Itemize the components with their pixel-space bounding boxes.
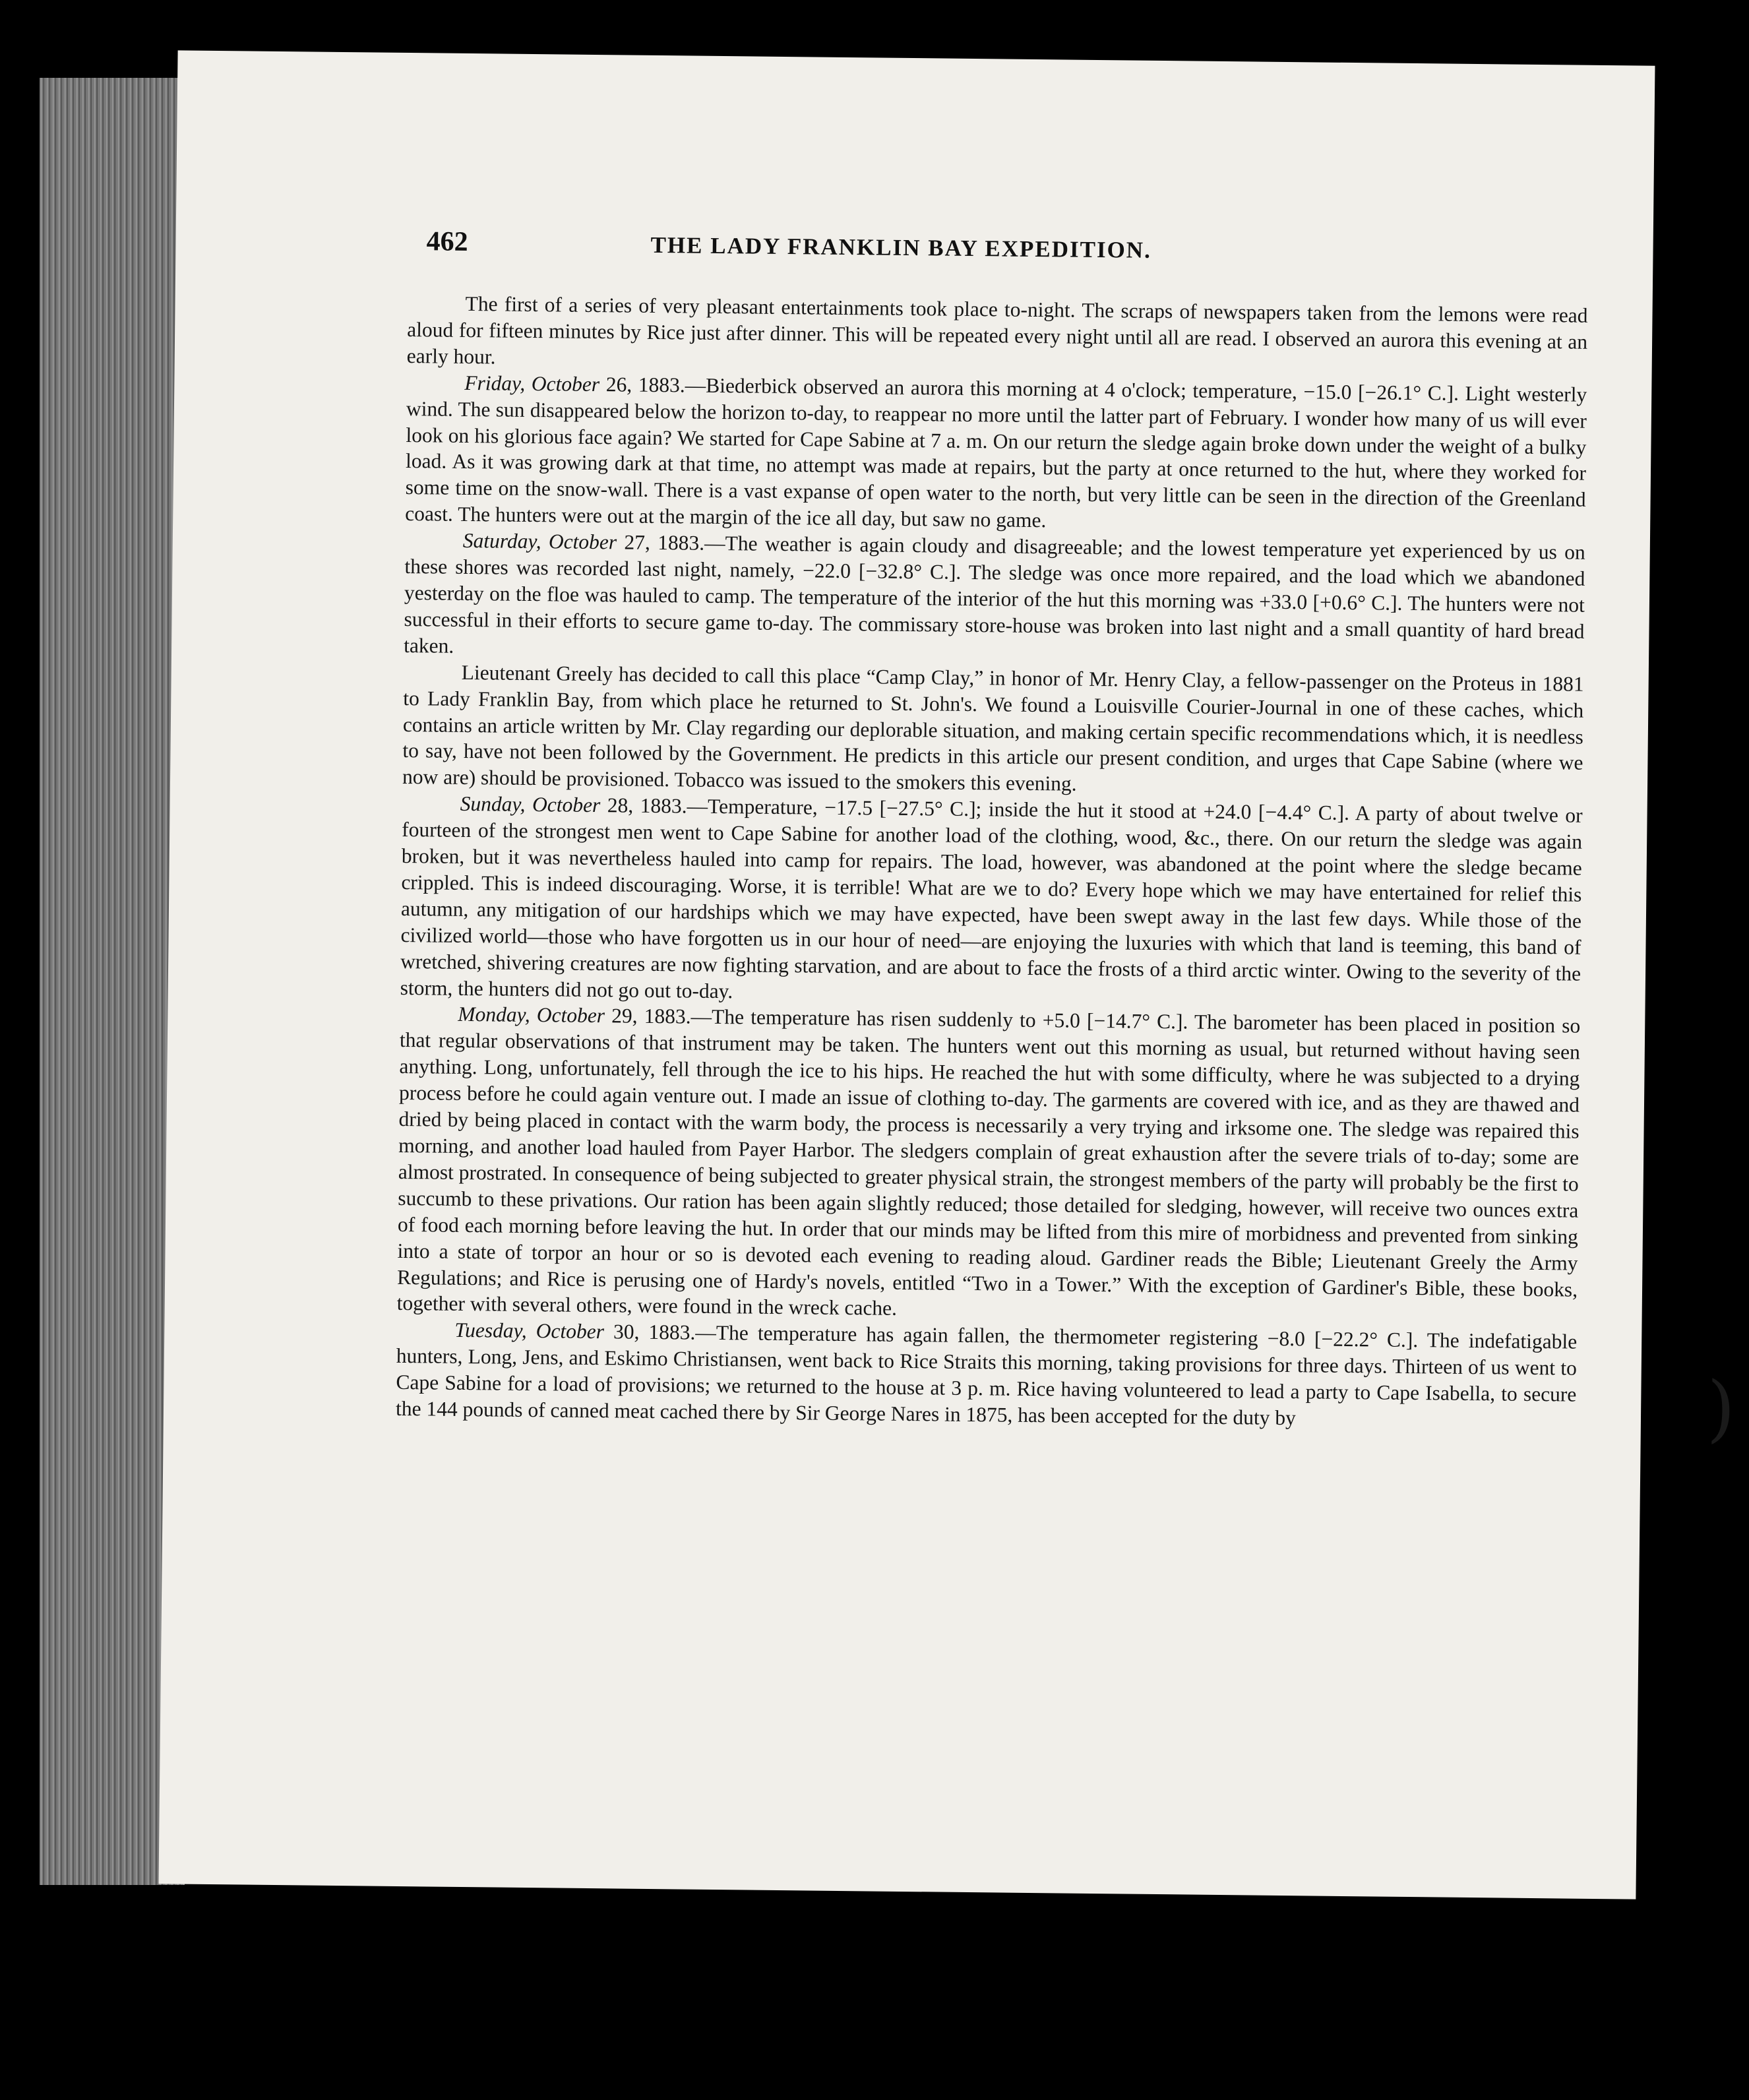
- paragraph: Tuesday, October 30, 1883.—The temperature has again fallen, the thermometer registering −8.0 [−22.2° C.]. The indefatigable hunters, Long, Jens, and Eskimo Christiansen, went back to Rice Straits this morning, taking provisions for three days. Thirteen of us went to Cape Sabine for a load of provisions; we returned to the house at 3 p. m. Rice having volunteered to lead a party to Cape Isabella, to secure the 144 pounds of canned meat cached there by Sir George Nares in 1875, has been accepted for the duty by: [395, 1318, 1578, 1430]
- entry-date: Friday, October: [464, 371, 600, 396]
- page-number: 462: [426, 226, 468, 257]
- entry-date: Monday, October: [458, 1003, 605, 1028]
- running-title: THE LADY FRANKLIN BAY EXPEDITION.: [650, 232, 1152, 263]
- paragraph: The first of a series of very pleasant entertainments took place to-night. The scraps of newspapers taken from the lemons were read aloud for fifteen minutes by Rice just after dinner. This will be repeated every night until all are read. I observed an aurora this evening at an early hour.: [406, 292, 1588, 369]
- entry-date: Tuesday, October: [454, 1318, 605, 1343]
- paragraph: Monday, October 29, 1883.—The temperature has risen suddenly to +5.0 [−14.7° C.]. The barometer has been placed in position so that regular observations of that instrument may be taken. The hunters went out this morning as usual, but returned without having seen anything. Long, unfortunately, fell through the ice to his hips. He reached the hut with some difficulty, where he was subjected to a drying process before he could again venture out. I made an issue of clothing to-day. The garments are covered with ice, and as they are thawed and dried by being placed in contact with the warm body, the process is necessarily a very trying and irksome one. The sledge was repaired this morning, and another load hauled from Payer Harbor. The sledgers complain of great exhaustion after the severe trials of to-day; some are almost prostrated. In consequence of being subjected to greater physical strain, the strongest members of the party will probably be the first to succumb to these privations. Our ration has been again slightly reduced; those detailed for sledging, however, will receive two ounces extra of food each morning before leaving the hut. In order that our minds may be lifted from this mire of morbidness and prevented from sinking into a state of torpor an hour or so is devoted each evening to reading aloud. Gardiner reads the Bible; Lieutenant Greely the Army Regulations; and Rice is perusing one of Hardy's novels, entitled “Two in a Tower.” With the exception of Gardiner's Bible, these books, together with several others, were found in the wreck cache.: [396, 1003, 1581, 1320]
- paragraph: Sunday, October 28, 1883.—Temperature, −17.5 [−27.5° C.]; inside the hut it stood at +24.0 [−4.4° C.]. A party of about twelve or fourteen of the strongest men went to Cape Sabine for another load of the clothing, wood, &c., there. On our return the sledge was again broken, but it was nevertheless hauled into camp for repairs. The load, however, was abandoned at the point where the sledge became crippled. This is indeed discouraging. Worse, it is terrible! What are we to do? Every hope which we may have entertained for relief this autumn, any mitigation of our hardships which we may have expected, have been swept away in the last few days. While those of the civilized world—those who have forgotten us in our hour of need—are enjoying the luxuries with which that land is teeming, this band of wretched, shivering creatures are now fighting starvation, and are about to face the frosts of a third arctic winter. Owing to the severity of the storm, the hunters did not go out to-day.: [400, 792, 1583, 1003]
- entry-date: Sunday, October: [460, 792, 601, 817]
- paragraph: Saturday, October 27, 1883.—The weather is again cloudy and disagreeable; and the lowest temperature yet experienced by us on these shores was recorded last night, namely, −22.0 [−32.8° C.]. The sledge was once more repaired, and the load which we abandoned yesterday on the floe was hauled to camp. The temperature of the interior of the hut this morning was +33.0 [+0.6° C.]. The hunters were not successful in their efforts to secure game to-day. The commissary store-house was broken into last night and a small quantity of hard bread taken.: [404, 529, 1585, 658]
- entry-date: Saturday, October: [462, 529, 617, 554]
- margin-pencil-mark: ): [1706, 1365, 1736, 1451]
- page-header: [426, 226, 1594, 278]
- body-text: [396, 290, 1588, 1435]
- paragraph: Lieutenant Greely has decided to call this place “Camp Clay,” in honor of Mr. Henry Clay, a fellow-passenger on the Proteus in 1881 to Lady Franklin Bay, from which place he returned to St. John's. We found a Louisville Courier-Journal in one of these caches, which contains an article written by Mr. Clay regarding our deplorable situation, and making certain specific recommendations which, it is needless to say, have not been followed by the Government. He predicts in this article our present condition, and urges that Cape Sabine (where we now are) should be provisioned. Tobacco was issued to the smokers this evening.: [402, 660, 1584, 795]
- paragraph: Friday, October 26, 1883.—Biederbick observed an aurora this morning at 4 o'clock; temperature, −15.0 [−26.1° C.]. Light westerly wind. The sun disappeared below the horizon to-day, to reappear no more until the latter part of February. I wonder how many of us will ever look on his glorious face again? We started for Cape Sabine at 7 a. m. On our return the sledge again broke down under the weight of a bulky load. As it was growing dark at that time, no attempt was made at repairs, but the party at once returned to the hut, where they worked for some time on the snow-wall. There is a vast expanse of open water to the north, but very little can be seen in the direction of the Greenland coast. The hunters were out at the margin of the ice all day, but saw no game.: [405, 371, 1587, 532]
- book-page: [159, 50, 1736, 1899]
